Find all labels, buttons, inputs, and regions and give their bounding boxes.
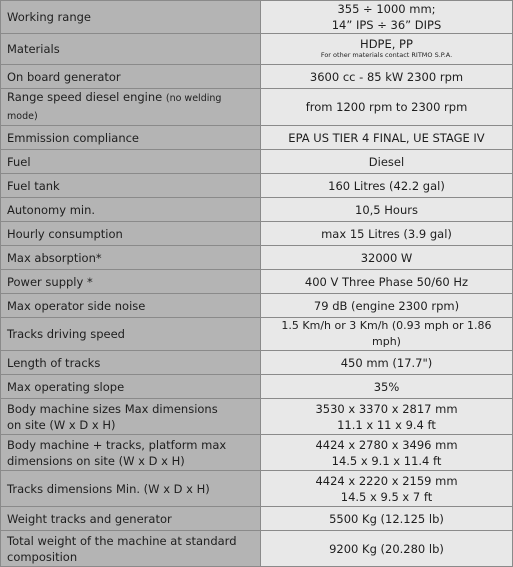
spec-row-power-supply (1, 270, 513, 294)
spec-value: 3600 cc - 85 kW 2300 rpm (261, 65, 513, 89)
spec-value-line: 14” IPS ÷ 36” DIPS (331, 18, 442, 32)
spec-label: Weight tracks and generator (1, 507, 261, 531)
spec-label-note: (no welding mode) (7, 93, 222, 122)
spec-row-consumption (1, 222, 513, 246)
spec-value-line: 4424 x 2220 x 2159 mm (315, 473, 458, 488)
spec-value: 400 V Three Phase 50/60 Hz (261, 270, 513, 294)
spec-label: Power supply * (1, 270, 261, 294)
spec-value (261, 435, 513, 471)
spec-value-note: For other materials contact RITMO S.P.A. (320, 51, 453, 59)
spec-label: Hourly consumption (1, 222, 261, 246)
spec-row-absorption (1, 246, 513, 270)
spec-label: Materials (1, 34, 261, 65)
spec-label-line: Body machine sizes Max dimensions (7, 401, 218, 416)
spec-value-line: 11.1 x 11 x 9.4 ft (337, 417, 436, 432)
spec-label (1, 531, 261, 567)
spec-value: 32000 W (261, 246, 513, 270)
spec-label-line: on site (W x D x H) (7, 417, 116, 432)
spec-label: Working range (1, 1, 261, 34)
spec-label-line: Total weight of the machine at standard (7, 533, 237, 548)
spec-label-line: Body machine + tracks, platform max (7, 437, 227, 452)
spec-row-fuel (1, 150, 513, 174)
spec-value: from 1200 rpm to 2300 rpm (261, 89, 513, 126)
spec-label-line: dimensions on site (W x D x H) (7, 453, 185, 468)
spec-value: 9200 Kg (20.280 lb) (261, 531, 513, 567)
spec-value-line: 3530 x 3370 x 2817 mm (315, 401, 458, 416)
spec-value: 5500 Kg (12.125 lb) (261, 507, 513, 531)
spec-value: Diesel (261, 150, 513, 174)
spec-label: Autonomy min. (1, 198, 261, 222)
spec-label-text: Range speed diesel engine (7, 90, 163, 104)
spec-row-generator (1, 65, 513, 89)
spec-row-track-length (1, 351, 513, 375)
spec-value (261, 1, 513, 34)
spec-label: Max absorption* (1, 246, 261, 270)
spec-label: Max operating slope (1, 375, 261, 399)
spec-value: 160 Litres (42.2 gal) (261, 174, 513, 198)
spec-label: Fuel (1, 150, 261, 174)
spec-value (261, 399, 513, 435)
spec-value-line: 14.5 x 9.5 x 7 ft (340, 489, 433, 504)
spec-value: 1.5 Km/h or 3 Km/h (0.93 mph or 1.86 mph) (261, 318, 513, 351)
spec-row-materials (1, 34, 513, 65)
spec-value: 35% (261, 375, 513, 399)
spec-label: Length of tracks (1, 351, 261, 375)
spec-label: Emmission compliance (1, 126, 261, 150)
spec-row-body-tracks-sizes (1, 435, 513, 471)
spec-value-line: HDPE, PP (360, 37, 413, 51)
spec-row-noise (1, 294, 513, 318)
spec-label (1, 89, 261, 126)
spec-row-autonomy (1, 198, 513, 222)
spec-value: 10,5 Hours (261, 198, 513, 222)
spec-value-line: 14.5 x 9.1 x 11.4 ft (331, 453, 442, 468)
spec-value (261, 471, 513, 507)
spec-label: Tracks dimensions Min. (W x D x H) (1, 471, 261, 507)
spec-value: EPA US TIER 4 FINAL, UE STAGE IV (261, 126, 513, 150)
spec-row-weight-tracks (1, 507, 513, 531)
spec-label: Fuel tank (1, 174, 261, 198)
spec-row-driving-speed (1, 318, 513, 351)
spec-row-engine-speed (1, 89, 513, 126)
spec-label (1, 399, 261, 435)
spec-row-working-range (1, 1, 513, 34)
spec-label-line: composition (7, 549, 78, 564)
spec-row-track-dimensions (1, 471, 513, 507)
spec-value-line: 355 ÷ 1000 mm; (337, 2, 436, 16)
spec-row-body-sizes (1, 399, 513, 435)
spec-value: 450 mm (17.7") (261, 351, 513, 375)
spec-row-emission (1, 126, 513, 150)
spec-value (261, 34, 513, 65)
spec-value-line: 4424 x 2780 x 3496 mm (315, 437, 458, 452)
spec-row-fuel-tank (1, 174, 513, 198)
spec-row-slope (1, 375, 513, 399)
spec-label: On board generator (1, 65, 261, 89)
spec-label (1, 435, 261, 471)
spec-value: max 15 Litres (3.9 gal) (261, 222, 513, 246)
spec-label: Max operator side noise (1, 294, 261, 318)
spec-row-total-weight (1, 531, 513, 567)
spec-label: Tracks driving speed (1, 318, 261, 351)
spec-value: 79 dB (engine 2300 rpm) (261, 294, 513, 318)
